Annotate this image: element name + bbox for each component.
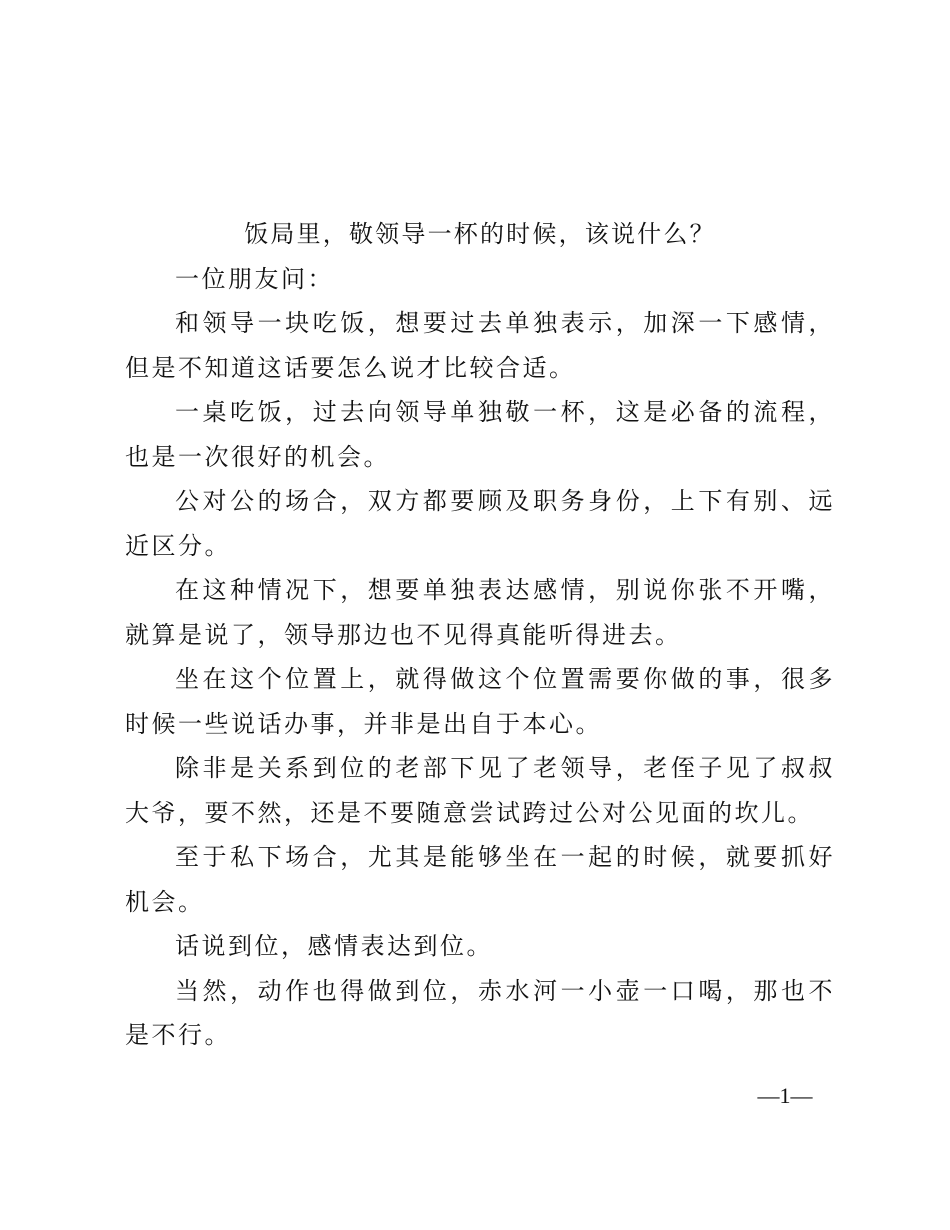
paragraph: 至于私下场合，尤其是能够坐在一起的时候，就要抓好机会。 [125, 843, 835, 916]
paragraph: 和领导一块吃饭，想要过去单独表示，加深一下感情，但是不知道这话要怎么说才比较合适。 [125, 309, 835, 382]
paragraph: 一位朋友问： [175, 264, 334, 293]
page-number: —1— [757, 1083, 813, 1108]
paragraph: 话说到位，感情表达到位。 [175, 932, 493, 960]
document-title: 饭局里，敬领导一杯的时候，该说什么？ [244, 220, 716, 248]
paragraph: 在这种情况下，想要单独表达感情，别说你张不开嘴，就算是说了，领导那边也不见得真能听得进去。 [125, 576, 835, 649]
paragraph: 坐在这个位置上，就得做这个位置需要你做的事，很多时候一些说话办事，并非是出自于本心。 [125, 665, 835, 738]
paragraph: 当然，动作也得做到位，赤水河一小壶一口喝，那也不是不行。 [125, 976, 835, 1049]
document-body [125, 212, 835, 1058]
paragraph: 除非是关系到位的老部下见了老领导，老侄子见了叔叔大爷，要不然，还是不要随意尝试跨过公对公见面的坎儿。 [125, 754, 835, 827]
paragraph: 公对公的场合，双方都要顾及职务身份，上下有别、远近区分。 [125, 487, 835, 560]
paragraph: 一桌吃饭，过去向领导单独敬一杯，这是必备的流程，也是一次很好的机会。 [125, 398, 835, 471]
